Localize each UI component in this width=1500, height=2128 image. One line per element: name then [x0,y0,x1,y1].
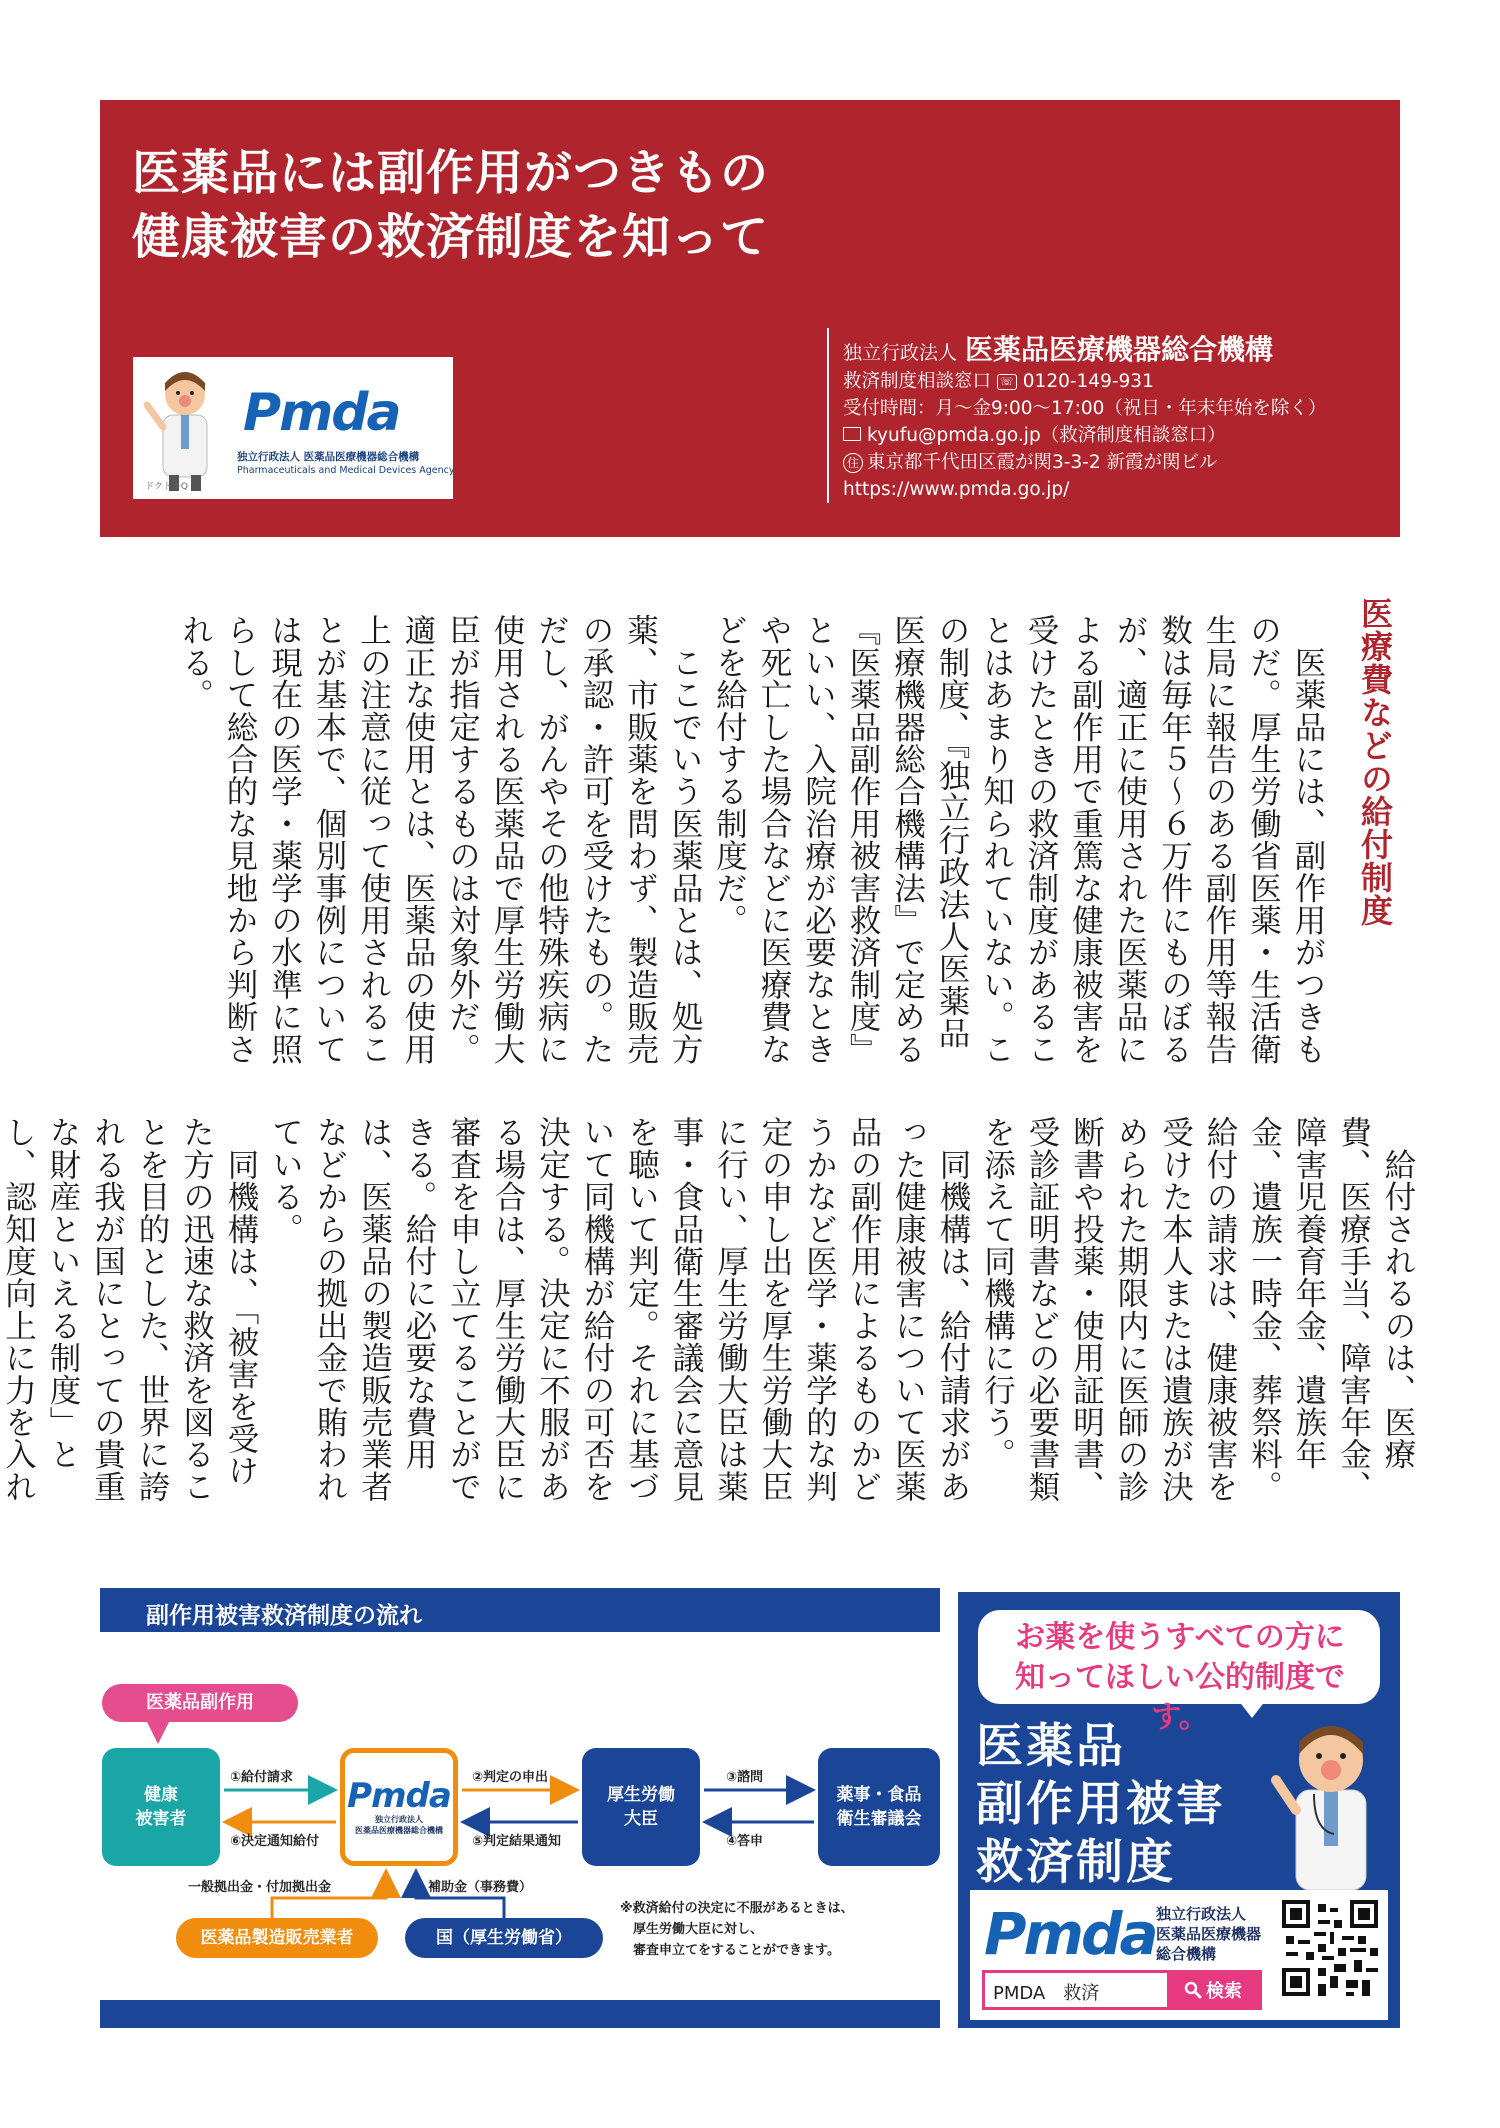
mail-icon [843,427,861,441]
pmda-box-sub: 独立行政法人 医薬品医療機器総合機構 [355,1815,443,1835]
contact-label: 救済制度相談窓口 [843,371,992,392]
ad-footer-box [970,1890,1388,2020]
search-box[interactable] [982,1970,1262,2010]
article-body-upper: 医薬品には、副作用がつきものだ。厚生労働省医薬・生活衛生局に報告のある副作用等報告数は毎年５～６万件にものぼるが、適正に使用された医薬品による副作用で重篤な健康被害を受けたときの救済制度があることはあまり知られていない。この制度、『独立行政法人医薬品医療機器総合機構法』で定める『医薬品副作用被害救済制度』といい、入院治療が必要なときや死亡した場合などに医療費などを給付する制度だ。 ここでいう医薬品とは、処方薬、市販薬を問わず、製造販売の承認・許可を受けたもの。ただし、がんやその他特殊疾病に使用される医薬品で厚生労働大臣が指定するものは対象外だ。適正な使用とは、医薬品の使用上の注意に従って使用されることが基本で、個別事例については現在の医学・薬学の水準に照らして総合的な見地から判断される。 [177,614,1326,1065]
relief-flow-diagram [100,1588,940,2028]
step-label: ③諮問 [726,1770,764,1785]
pmda-logo-box [133,357,453,499]
article-subhead: 医療費などの給付制度 [1356,597,1394,927]
doctor-mascot-icon [1270,1710,1392,1900]
pmda-logo: Pmda [984,1900,1156,1968]
org-prefix: 独立行政法人 [843,342,958,364]
phone-number[interactable]: 0120-149-931 [1022,371,1154,392]
relief-ad-panel [958,1592,1400,2028]
speech-bubble [978,1610,1380,1735]
free-dial-icon: ☏ [997,374,1017,390]
minister-box: 厚生労働 大臣 [582,1748,700,1866]
contact-row [843,368,1403,395]
contact-info [827,328,1403,503]
step-label: ①給付請求 [230,1770,294,1785]
ad-org-name: 独立行政法人 医薬品医療機器 総合機構 [1156,1905,1262,1963]
step-label: ⑤判定結果通知 [472,1834,562,1849]
pmda-logo-jp: 独立行政法人 医薬品医療機器総合機構 [237,451,420,463]
website-link[interactable]: https://www.pmda.go.jp/ [843,479,1070,500]
hours: 受付時間：月～金9:00～17:00（祝日・年末年始を除く） [843,398,1327,419]
manufacturer-pill: 医薬品製造販売業者 [176,1918,378,1958]
contribution-label: 一般拠出金・付加拠出金 [188,1880,332,1895]
search-button-label: 検索 [1206,1981,1242,2002]
council-box: 薬事・食品 衛生審議会 [818,1748,940,1866]
address-row [843,449,1403,476]
side-effect-pill: 医薬品副作用 [102,1684,298,1722]
header-banner [100,100,1400,537]
address-icon: 住 [843,453,863,473]
flow-title: 副作用被害救済制度の流れ [146,1603,422,1629]
flow-note: ※救済給付の決定に不服があるときは、 厚生労働大臣に対し、 審査申立てをすることができます。 [620,1901,854,1958]
pmda-box [340,1748,458,1866]
qr-code-icon[interactable] [1282,1900,1378,1996]
headline-line1: 医薬品には副作用がつきもの [132,145,770,201]
bubble-text: お薬を使うすべての方に 知ってほしい公的制度です。 [1015,1620,1345,1735]
search-button[interactable] [1167,1973,1259,2007]
email[interactable]: kyufu@pmda.go.jp（救済制度相談窓口） [867,425,1226,446]
magnifier-icon [1184,1981,1202,1999]
flow-footer-bar [100,2000,940,2028]
article-body-lower: 給付されるのは、医療費、医療手当、障害年金、障害児養育年金、遺族年金、遺族一時金、葬祭料。給付の請求は、健康被害を受けた本人または遺族が決められた期限内に医師の診断書や投薬・使用証明書、受診証明書などの必要書類を添えて同機構に行う。 同機構は、給付請求があった健康被害について医薬品の副作用によるものかどうかなど医学・薬学的な判定の申し出を厚生労働大臣に行い、厚生労働大臣は薬事・食品衛生審議会に意見を聴いて判定。それに基づいて同機構が給付の可否を決定する。決定に不服がある場合は、厚生労働大臣に審査を申し立てることができる。給付に必要な費用は、医薬品の製造販売業者などからの拠出金で賄われている。 同機構は、「被害を受けた方の迅速な救済を図ることを目的とした、世界に誇れる我が国にとっての貴重な財産といえる制度」とし、認知度向上に力を入れ [0,1116,1416,1503]
doctor-mascot-icon [141,363,225,493]
pmda-logo: Pmda [243,383,400,443]
mascot-label: ドクトルQ [145,482,188,492]
org-title [843,328,1403,368]
address: 東京都千代田区霞が関3-3-2 新霞が関ビル [867,452,1218,473]
email-row [843,422,1403,449]
government-pill: 国（厚生労働省） [405,1918,603,1958]
ad-title: 医薬品 副作用被害 救済制度 [976,1719,1226,1890]
org-name: 医薬品医療機器総合機構 [965,333,1274,366]
headline-line2: 健康被害の救済制度を知って [132,209,770,265]
pmda-logo: Pmda [347,1776,451,1816]
subsidy-label: 補助金（事務費） [428,1880,533,1895]
step-label: ④答申 [726,1834,764,1849]
pmda-logo-en: Pharmaceuticals and Medical Devices Agency [237,465,455,476]
step-label: ②判定の申出 [472,1770,549,1785]
step-label: ⑥決定通知給付 [230,1834,320,1849]
bubble-tail [1238,1700,1266,1718]
health-victim-box: 健康 被害者 [102,1748,220,1866]
search-query: PMDA 救済 [993,1983,1100,2004]
